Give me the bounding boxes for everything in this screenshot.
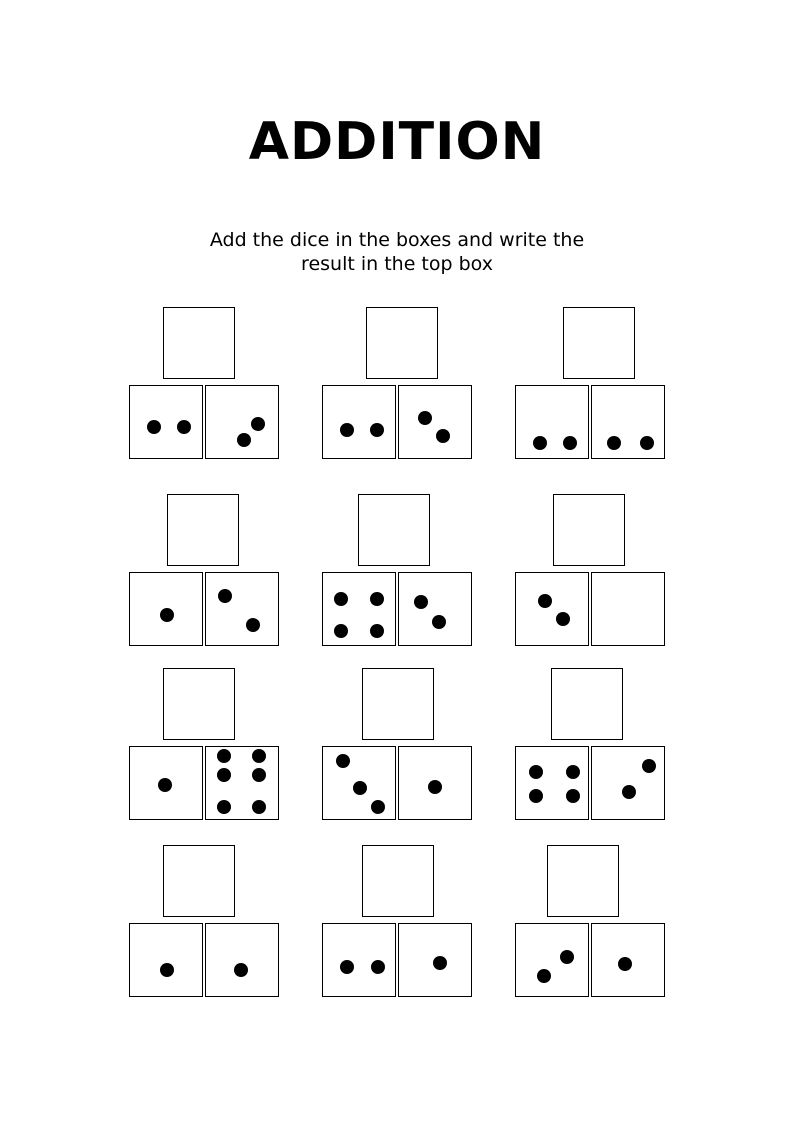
die-right [398,572,472,646]
die-pip [160,608,174,622]
die-pip [556,612,570,626]
addition-problem [322,307,474,461]
answer-box[interactable] [163,307,235,379]
die-pip [428,780,442,794]
die-pip [336,754,350,768]
die-left [129,746,203,820]
die-pip [533,436,547,450]
die-right [398,746,472,820]
die-pip [218,589,232,603]
answer-box[interactable] [366,307,438,379]
die-pip [217,749,231,763]
die-pip [566,789,580,803]
answer-box[interactable] [362,845,434,917]
die-right [205,572,279,646]
answer-box[interactable] [551,668,623,740]
addition-problem [322,494,474,648]
die-pip [642,759,656,773]
die-pip [537,969,551,983]
die-right [398,923,472,997]
die-pip [414,595,428,609]
die-pip [566,765,580,779]
die-right [591,746,665,820]
instructions-line-2: result in the top box [301,253,493,275]
die-pip [640,436,654,450]
addition-problem [322,668,474,822]
die-pip [334,624,348,638]
die-pip [436,429,450,443]
die-right [205,923,279,997]
answer-box[interactable] [167,494,239,566]
die-pip [340,423,354,437]
addition-problem [322,845,474,999]
die-right [398,385,472,459]
die-pip [246,618,260,632]
die-pip [618,957,632,971]
die-left [322,385,396,459]
die-pip [217,800,231,814]
addition-problem [129,668,281,822]
die-right [205,746,279,820]
die-pip [371,800,385,814]
die-pip [252,749,266,763]
die-right [591,572,665,646]
answer-box[interactable] [547,845,619,917]
die-pip [370,423,384,437]
addition-problem [129,845,281,999]
die-left [322,923,396,997]
die-left [322,572,396,646]
addition-problem [515,668,667,822]
die-pip [622,785,636,799]
die-pip [607,436,621,450]
die-right [591,385,665,459]
die-pip [432,615,446,629]
die-pip [538,594,552,608]
die-left [129,572,203,646]
die-pip [147,420,161,434]
addition-problem [515,307,667,461]
die-left [515,746,589,820]
die-left [515,572,589,646]
die-pip [252,768,266,782]
die-pip [563,436,577,450]
answer-box[interactable] [163,668,235,740]
die-left [129,385,203,459]
die-pip [334,592,348,606]
worksheet-title: ADDITION [248,112,546,172]
addition-problem [129,494,281,648]
answer-box[interactable] [563,307,635,379]
die-pip [237,433,251,447]
addition-problem [515,494,667,648]
die-pip [340,960,354,974]
die-right [205,385,279,459]
die-pip [560,950,574,964]
instructions-line-1: Add the dice in the boxes and write the [209,229,585,251]
die-pip [217,768,231,782]
die-pip [251,417,265,431]
die-pip [433,956,447,970]
die-left [322,746,396,820]
die-pip [177,420,191,434]
answer-box[interactable] [163,845,235,917]
die-pip [371,960,385,974]
die-pip [370,592,384,606]
die-pip [158,778,172,792]
die-pip [370,624,384,638]
die-left [129,923,203,997]
answer-box[interactable] [553,494,625,566]
die-left [515,923,589,997]
die-pip [353,781,367,795]
addition-problem [515,845,667,999]
die-right [591,923,665,997]
die-pip [234,963,248,977]
answer-box[interactable] [358,494,430,566]
die-pip [529,789,543,803]
die-pip [529,765,543,779]
die-pip [252,800,266,814]
die-pip [160,963,174,977]
die-left [515,385,589,459]
die-pip [418,411,432,425]
answer-box[interactable] [362,668,434,740]
addition-problem [129,307,281,461]
